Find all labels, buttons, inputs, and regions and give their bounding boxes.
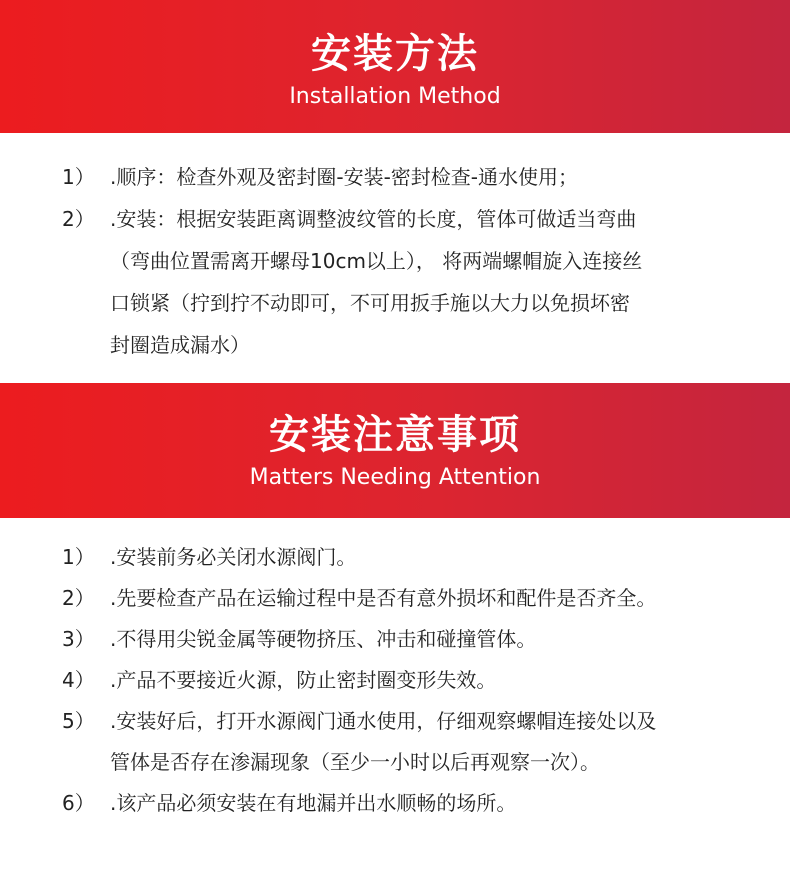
list-item bbox=[0, 619, 790, 660]
installation-method-banner bbox=[0, 0, 790, 133]
item-text bbox=[110, 156, 750, 198]
item-text-line: .顺序：检查外观及密封圈-安装-密封检查-通水使用； bbox=[110, 165, 579, 189]
item-text-line: .不得用尖锐金属等硬物挤压、冲击和碰撞管体。 bbox=[110, 627, 537, 651]
item-number: 4） bbox=[62, 668, 95, 692]
item-text-line: .该产品必须安装在有地漏并出水顺畅的场所。 bbox=[110, 791, 517, 815]
attention-matters-banner bbox=[0, 383, 790, 518]
item-text-line: .先要检查产品在运输过程中是否有意外损坏和配件是否齐全。 bbox=[110, 586, 657, 610]
item-text-line: 管体是否存在渗漏现象（至少一小时以后再观察一次）。 bbox=[110, 750, 600, 774]
item-text-line: 封圈造成漏水） bbox=[110, 333, 250, 357]
installation-steps-list bbox=[0, 156, 790, 366]
item-text bbox=[110, 783, 750, 824]
item-text bbox=[110, 660, 750, 701]
section-subtitle: Matters Needing Attention bbox=[249, 465, 541, 490]
item-text-line: .产品不要接近火源，防止密封圈变形失效。 bbox=[110, 668, 497, 692]
list-item bbox=[0, 537, 790, 578]
section-title: 安装方法 bbox=[311, 31, 479, 77]
section-subtitle: Installation Method bbox=[289, 84, 501, 109]
item-number: 1） bbox=[62, 545, 95, 569]
list-item bbox=[0, 198, 790, 366]
item-number: 3） bbox=[62, 627, 95, 651]
item-number: 1） bbox=[62, 165, 95, 189]
item-number: 2） bbox=[62, 207, 95, 231]
item-text-line: .安装好后，打开水源阀门通水使用，仔细观察螺帽连接处以及 bbox=[110, 709, 657, 733]
list-item bbox=[0, 660, 790, 701]
item-text bbox=[110, 578, 750, 619]
list-item bbox=[0, 578, 790, 619]
item-number: 6） bbox=[62, 791, 95, 815]
list-item bbox=[0, 783, 790, 824]
item-text-line: .安装前务必关闭水源阀门。 bbox=[110, 545, 357, 569]
item-text-line: 口锁紧（拧到拧不动即可，不可用扳手施以大力以免损坏密 bbox=[110, 291, 630, 315]
item-number: 5） bbox=[62, 709, 95, 733]
section-title: 安装注意事项 bbox=[269, 412, 521, 458]
item-text bbox=[110, 619, 750, 660]
item-text bbox=[110, 537, 750, 578]
item-text bbox=[110, 701, 750, 783]
list-item bbox=[0, 156, 790, 198]
attention-matters-list bbox=[0, 537, 790, 824]
item-text bbox=[110, 198, 750, 366]
item-text-line: .安装：根据安装距离调整波纹管的长度，管体可做适当弯曲 bbox=[110, 207, 637, 231]
list-item bbox=[0, 701, 790, 783]
item-text-line: （弯曲位置需离开螺母10cm以上）， 将两端螺帽旋入连接丝 bbox=[110, 249, 643, 273]
item-number: 2） bbox=[62, 586, 95, 610]
